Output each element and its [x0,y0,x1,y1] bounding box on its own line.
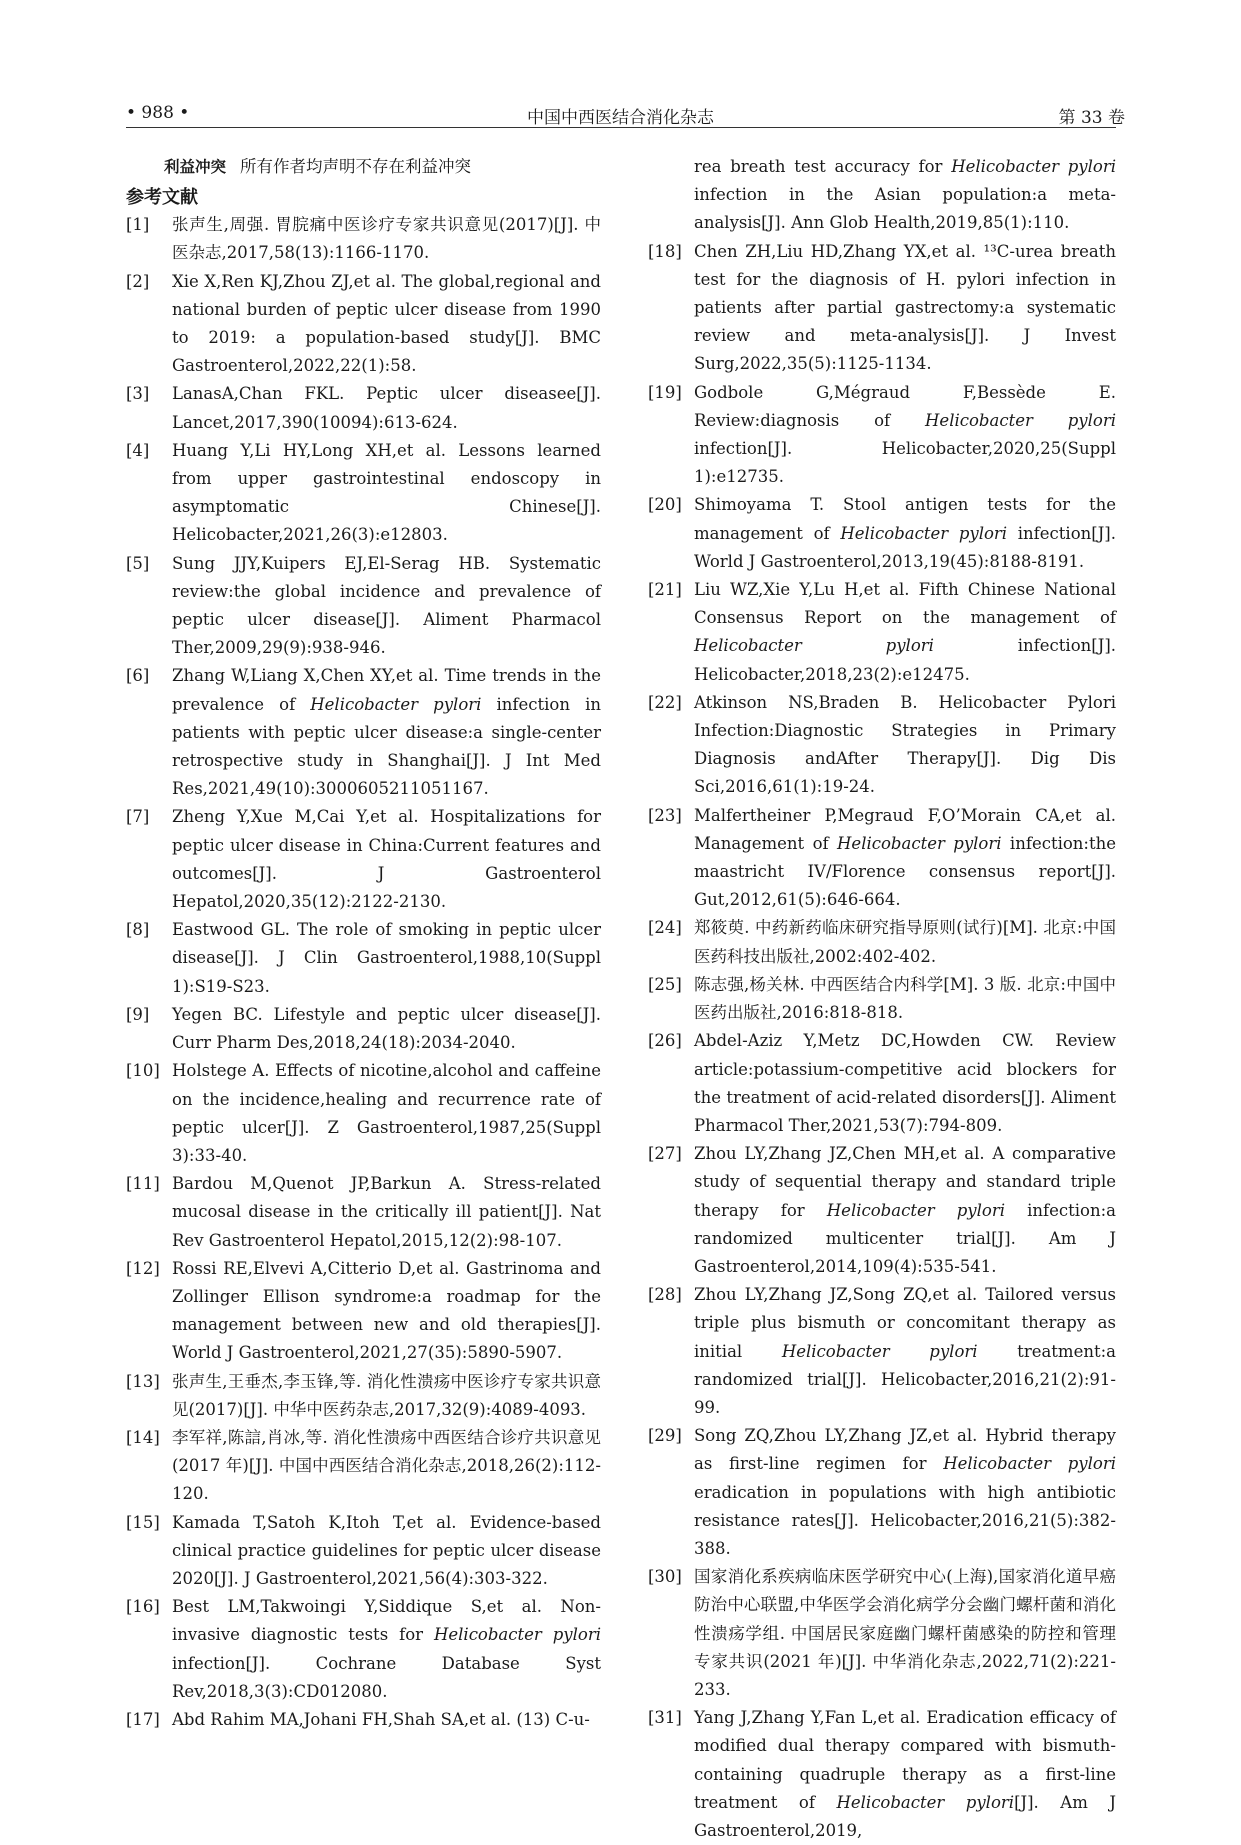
reference-number: [31] [648,1708,682,1728]
reference-text: 张声生,王垂杰,李玉锋,等. 消化性溃疡中医诊疗专家共识意见(2017)[J]. 中华中医药杂志,2017,32(9):4089-4093. [172,1371,601,1419]
reference-italic-term: Helicobacter pylori [925,410,1116,430]
reference-number: [15] [126,1512,160,1532]
reference-text: Kamada T,Satoh K,Itoh T,et al. Evidence-based clinical practice guidelines for peptic ulcer disease 2020[J]. J Gastroenterol,2021,56(4):303-322. [172,1512,601,1588]
reference-item [126,1593,601,1706]
reference-item [126,211,601,267]
reference-item [648,379,1116,492]
reference-text: Liu WZ,Xie Y,Lu H,et al. Fifth Chinese National Consensus Report on the management of [694,580,1116,628]
reference-text: Huang Y,Li HY,Long XH,et al. Lessons learned from upper gastrointestinal endoscopy in asymptomatic Chinese[J]. Helicobacter,2021,26(3):e12803. [172,440,601,545]
reference-number: [28] [648,1285,682,1305]
reference-italic-term: Helicobacter pylori [836,1792,1015,1812]
reference-item [126,268,601,381]
reference-text: infection in patients with peptic ulcer disease:a single-center retrospective study in Shanghai[J]. J Int Med Res,2021,49(10):3000605211051167. [172,694,601,799]
reference-number: [18] [648,241,682,261]
reference-number: [5] [126,553,150,573]
reference-text: infection[J]. Helicobacter,2020,25(Suppl 1):e12735. [694,439,1116,487]
reference-number: [25] [648,974,682,994]
reference-text: LanasA,Chan FKL. Peptic ulcer diseasee[J]. Lancet,2017,390(10094):613-624. [172,384,601,432]
reference-italic-term: Helicobacter pylori [840,523,1008,543]
reference-item [648,689,1116,802]
reference-item [126,1001,601,1057]
reference-item [126,380,601,436]
reference-text: Zhang W,Liang X,Chen XY,et al. Time trends in the prevalence of [172,666,601,714]
reference-italic-term: Helicobacter pylori [781,1341,978,1361]
reference-italic-term: Helicobacter pylori [433,1625,601,1645]
reference-text: Xie X,Ren KJ,Zhou ZJ,et al. The global,regional and national burden of peptic ulcer disease from 1990 to 2019: a population-based study[J]. BMC Gastroenterol,2022,22(1):58. [172,271,601,376]
reference-number: [7] [126,807,150,827]
reference-number: [1] [126,215,150,235]
reference-number: [9] [126,1004,150,1024]
reference-text: Sung JJY,Kuipers EJ,El-Serag HB. Systematic review:the global incidence and prevalence of peptic ulcer disease[J]. Aliment Pharmacol Ther,2009,29(9):938-946. [172,553,601,658]
reference-item [648,914,1116,970]
reference-text: infection[J]. Helicobacter,2018,23(2):e12475. [694,636,1116,684]
reference-number: [6] [126,666,150,686]
reference-number: [30] [648,1567,682,1587]
reference-item [648,491,1116,576]
page-number: • 988 • [126,103,190,123]
references-heading: 参考文献 [126,187,198,209]
reference-text: Eastwood GL. The role of smoking in peptic ulcer disease[J]. J Clin Gastroenterol,1988,10(Suppl 1):S19-S23. [172,920,601,996]
reference-text: Abd Rahim MA,Johani FH,Shah SA,et al. (13) C-u- [172,1709,590,1729]
reference-italic-term: Helicobacter pylori [310,694,482,714]
reference-item [648,238,1116,379]
reference-item [648,971,1116,1027]
reference-item [126,1057,601,1170]
journal-title: 中国中西医结合消化杂志 [527,108,714,128]
reference-item [126,1368,601,1424]
reference-text: infection[J]. Cochrane Database Syst Rev,2018,3(3):CD012080. [172,1653,601,1701]
reference-text: Abdel-Aziz Y,Metz DC,Howden CW. Review article:potassium-competitive acid blockers for the treatment of acid-related disorders[J]. Aliment Pharmacol Ther,2021,53(7):794-809. [694,1031,1116,1135]
reference-item [648,1027,1116,1140]
reference-number: [23] [648,805,682,825]
reference-number: [29] [648,1426,682,1446]
reference-list-right [648,238,1116,1845]
reference-number: [12] [126,1258,160,1278]
reference-text: 郑筱萸. 中药新药临床研究指导原则(试行)[M]. 北京:中国医药科技出版社,2002:402-402. [694,918,1116,966]
reference-text: infection[J]. World J Gastroenterol,2013,19(45):8188-8191. [694,523,1116,571]
reference-text: 李军祥,陈誩,肖冰,等. 消化性溃疡中西医结合诊疗共识意见(2017 年)[J]. 中国中西医结合消化杂志,2018,26(2):112-120. [172,1427,601,1504]
reference-item [126,803,601,916]
reference-list-left [126,211,601,1734]
reference-number: [10] [126,1061,160,1081]
reference-text: infection:a randomized multicenter trial[J]. Am J Gastroenterol,2014,109(4):535-541. [694,1200,1116,1276]
reference-text: 国家消化系疾病临床医学研究中心(上海),国家消化道早癌防治中心联盟,中华医学会消化病学分会幽门螺杆菌和消化性溃疡学组. 中国居民家庭幽门螺杆菌感染的防控和管理专家共识(2021 年)[J]. 中华消化杂志,2022,71(2):221-233. [694,1567,1116,1699]
reference-text: Godbole G,Mégraud F,Bessède E. Review:diagnosis of [694,382,1116,430]
reference-text: 陈志强,杨关林. 中西医结合内科学[M]. 3 版. 北京:中国中医药出版社,2016:818-818. [694,974,1116,1023]
reference-item [648,1140,1116,1281]
reference-italic-term: Helicobacter pylori [694,636,934,656]
reference-item [126,1170,601,1255]
reference-number: [3] [126,384,150,404]
reference-item [648,576,1116,689]
reference-number: [21] [648,580,682,600]
header-rule [126,127,1116,128]
reference-number: [11] [126,1174,160,1194]
reference-item [126,437,601,550]
reference-number: [2] [126,271,150,291]
reference-item [648,1281,1116,1422]
reference-number: [4] [126,440,150,460]
reference-item [648,802,1116,915]
reference-text: 张声生,周强. 胃脘痛中医诊疗专家共识意见(2017)[J]. 中医杂志,2017,58(13):1166-1170. [172,215,601,263]
running-header [0,103,1241,129]
reference-text: eradication in populations with high antibiotic resistance rates[J]. Helicobacter,2016,21(5):382-388. [694,1482,1116,1558]
reference-item [126,1706,601,1734]
reference-text: Zhou LY,Zhang JZ,Chen MH,et al. A comparative study of sequential therapy and standard triple therapy for [694,1144,1116,1220]
reference-17-rest: infection in the Asian population:a meta-analysis[J]. Ann Glob Health,2019,85(1):110. [694,185,1116,233]
reference-number: [17] [126,1709,160,1729]
reference-17-italic: Helicobacter pylori [951,157,1116,176]
reference-17-text: rea breath test accuracy for [694,157,952,176]
reference-number: [20] [648,495,682,515]
volume-label: 第 33 卷 [1058,108,1125,128]
reference-text: Atkinson NS,Braden B. Helicobacter Pylori Infection:Diagnostic Strategies in Primary Diagnosis andAfter Therapy[J]. Dig Dis Sci,2016,61(1):19-24. [694,692,1116,797]
reference-number: [22] [648,692,682,712]
reference-number: [26] [648,1031,682,1051]
reference-item [126,550,601,663]
reference-text: Zhou LY,Zhang JZ,Song ZQ,et al. Tailored versus triple plus bismuth or concomitant therapy as initial [694,1285,1116,1361]
reference-item [126,1255,601,1368]
reference-number: [27] [648,1144,682,1164]
reference-italic-term: Helicobacter pylori [837,833,1002,853]
reference-text: Yegen BC. Lifestyle and peptic ulcer disease[J]. Curr Pharm Des,2018,24(18):2034-2040. [172,1004,601,1053]
reference-text: Chen ZH,Liu HD,Zhang YX,et al. ¹³C-urea breath test for the diagnosis of H. pylori infection in patients after partial gastrectomy:a systematic review and meta-analysis[J]. J Invest Surg,2022,35(5):1125-1134. [694,241,1116,374]
reference-text: Malfertheiner P,Megraud F,O’Morain CA,et al. Management of [694,805,1116,853]
reference-italic-term: Helicobacter pylori [943,1454,1116,1474]
reference-text: Zheng Y,Xue M,Cai Y,et al. Hospitalizations for peptic ulcer disease in China:Current features and outcomes[J]. J Gastroenterol Hepatol,2020,35(12):2122-2130. [172,807,601,912]
conflict-of-interest [126,153,601,181]
reference-item [126,916,601,1001]
reference-item [126,1509,601,1594]
reference-item [126,1424,601,1509]
reference-number: [19] [648,382,682,402]
reference-text: Holstege A. Effects of nicotine,alcohol and caffeine on the incidence,healing and recurrence rate of peptic ulcer[J]. Z Gastroenterol,1987,25(Suppl 3):33-40. [172,1061,601,1165]
conflict-label: 利益冲突 [164,158,227,176]
reference-number: [8] [126,920,150,940]
left-column [126,153,601,1734]
reference-text: Shimoyama T. Stool antigen tests for the management of [694,495,1116,543]
reference-item [648,1563,1116,1704]
reference-item [648,1704,1116,1845]
conflict-text: 所有作者均声明不存在利益冲突 [240,157,472,176]
reference-italic-term: Helicobacter pylori [826,1200,1005,1220]
reference-item [126,662,601,803]
reference-text: Yang J,Zhang Y,Fan L,et al. Eradication efficacy of modified dual therapy compared with bismuth-containing quadruple therapy as a first-line treatment of [694,1708,1116,1812]
reference-text: Song ZQ,Zhou LY,Zhang JZ,et al. Hybrid therapy as first-line regimen for [694,1426,1116,1474]
reference-text: Best LM,Takwoingi Y,Siddique S,et al. Non-invasive diagnostic tests for [172,1597,601,1645]
reference-item [648,1422,1116,1563]
reference-number: [24] [648,918,682,938]
reference-text: [J]. Am J Gastroenterol,2019, [694,1792,1116,1840]
right-column [648,153,1116,1845]
reference-number: [14] [126,1427,160,1447]
reference-text: Bardou M,Quenot JP,Barkun A. Stress-related mucosal disease in the critically ill patient[J]. Nat Rev Gastroenterol Hepatol,2015,12(2):98-107. [172,1174,601,1250]
reference-text: infection:the maastricht IV/Florence consensus report[J]. Gut,2012,61(5):646-664. [694,833,1117,910]
reference-number: [16] [126,1597,160,1617]
reference-number: [13] [126,1371,160,1391]
reference-text: treatment:a randomized trial[J]. Helicobacter,2016,21(2):91-99. [694,1341,1116,1417]
reference-item-17-continued [648,153,1116,238]
reference-text: Rossi RE,Elvevi A,Citterio D,et al. Gastrinoma and Zollinger Ellison syndrome:a roadmap for the management between new and old therapies[J]. World J Gastroenterol,2021,27(35):5890-5907. [172,1258,601,1363]
